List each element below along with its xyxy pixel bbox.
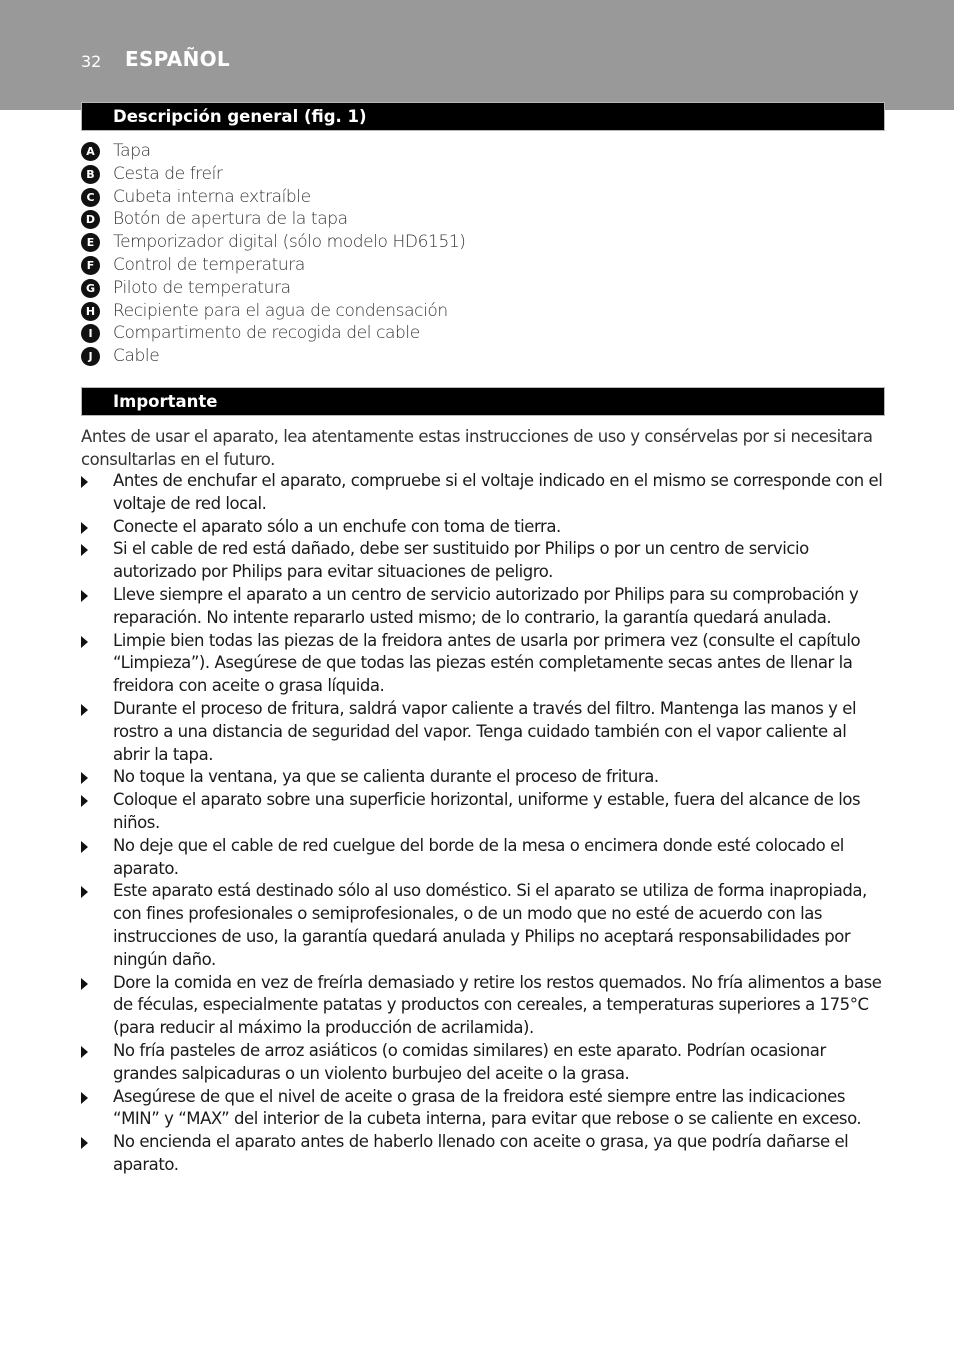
bullet-triangle-icon [81,704,88,716]
bullet-triangle-icon [81,590,88,602]
list-item-text: Antes de enchufar el aparato, compruebe si el voltaje indicado en el mismo se corresponde con el voltaje de red local. [113,471,883,513]
list-item [81,584,887,630]
part-label: Cable [113,346,160,367]
list-item [81,516,887,539]
list-item [81,538,887,584]
safety-instructions-list [81,470,887,1177]
part-letter-badge: G [81,279,100,298]
bullet-triangle-icon [81,841,88,853]
bullet-triangle-icon [81,522,88,534]
list-item [81,766,887,789]
list-item-text: Asegúrese de que el nivel de aceite o grasa de la freidora esté siempre entre las indicaciones “MIN” y “MAX” del interior de la cubeta interna, para evitar que rebose o se caliente en exceso. [113,1086,862,1129]
part-label: Control de temperatura [113,254,305,275]
part-label: Temporizador digital (sólo modelo HD6151) [113,232,466,253]
part-letter-badge: A [81,142,100,161]
bullet-triangle-icon [81,772,88,784]
list-item-text: Conecte el aparato sólo a un enchufe con toma de tierra. [113,516,561,536]
part-letter-badge: D [81,210,100,229]
part-letter-badge: I [81,324,100,343]
bullet-triangle-icon [81,1046,88,1058]
bullet-triangle-icon [81,1137,88,1149]
list-item-text: Si el cable de red está dañado, debe ser sustituido por Philips o por un centro de servicio autorizado por Philips para evitar situaciones de peligro. [113,539,809,582]
list-item [81,789,887,835]
list-item [81,835,887,881]
part-label: Tapa [113,141,151,161]
intro-paragraph: Antes de usar el aparato, lea atentamente estas instrucciones de uso y consérvelas por si necesitara consultarlas en el futuro. [81,427,873,469]
list-item [81,1040,887,1086]
list-item-text: No toque la ventana, ya que se calienta durante el proceso de fritura. [113,767,659,787]
list-item-text: Este aparato está destinado sólo al uso doméstico. Si el aparato se utiliza de forma inapropiada, con fines profesionales o semiprofesionales, o de un modo que no esté de acuerdo con las instrucciones de uso, la garantía quedará anulada y Philips no aceptará responsabilidades por ningún daño. [113,881,867,969]
part-letter-badge: C [81,188,100,207]
bullet-triangle-icon [81,978,88,990]
part-label: Botón de apertura de la tapa [113,209,348,230]
part-label: Cubeta interna extraíble [113,186,311,207]
page-header [0,0,954,110]
list-item-text: Lleve siempre el aparato a un centro de servicio autorizado por Philips para su comprobación y reparación. No intente repararlo usted mismo; de lo contrario, la garantía quedará anulada. [113,584,859,627]
list-item-text: Coloque el aparato sobre una superficie horizontal, uniforme y estable, fuera del alcance de los niños. [113,790,861,832]
list-item [81,972,887,1040]
bullet-triangle-icon [81,886,88,898]
list-item [81,880,887,971]
list-item [81,1086,887,1132]
section-heading-important [81,387,885,416]
part-letter-badge: F [81,256,100,275]
language-heading: ESPAÑOL [125,47,230,71]
part-label: Piloto de temperatura [113,277,291,298]
part-label: Recipiente para el agua de condensación [113,300,448,321]
section-title-overview: Descripción general (fig. 1) [113,107,367,126]
bullet-triangle-icon [81,476,88,488]
bullet-triangle-icon [81,795,88,807]
list-item [81,470,887,516]
part-label: Compartimento de recogida del cable [113,323,420,344]
list-item-text: No deje que el cable de red cuelgue del borde de la mesa o encimera donde esté colocado el aparato. [113,835,844,878]
page-number: 32 [81,52,102,71]
list-item-text: Durante el proceso de fritura, saldrá vapor caliente a través del filtro. Mantenga las manos y el rostro a una distancia de seguridad del vapor. Tenga cuidado también con el vapor caliente al abrir la tapa. [113,698,857,764]
part-letter-badge: E [81,233,100,252]
bullet-triangle-icon [81,636,88,648]
list-item-text: Dore la comida en vez de freírla demasiado y retire los restos quemados. No fría alimentos a base de féculas, especialmente patatas y productos con cereales, a temperaturas superiores a 175°C (para reducir al máximo la producción de acrilamida). [113,972,882,1038]
section-heading-overview [81,102,885,131]
list-item-text: Limpie bien todas las piezas de la freidora antes de usarla por primera vez (consulte el capítulo “Limpieza”). Asegúrese de que todas las piezas estén completamente secas antes de llenar la freidora con aceite o grasa líquida. [113,630,861,696]
part-label: Cesta de freír [113,163,223,184]
part-letter-badge: H [81,302,100,321]
bullet-triangle-icon [81,1092,88,1104]
part-letter-badge: J [81,347,100,366]
list-item [81,1131,887,1177]
section-title-important: Importante [113,392,218,411]
list-item [81,630,887,698]
list-item [81,698,887,766]
part-letter-badge: B [81,165,100,184]
list-item-text: No encienda el aparato antes de haberlo llenado con aceite o grasa, ya que podría dañarse el aparato. [113,1132,849,1174]
bullet-triangle-icon [81,544,88,556]
list-item-text: No fría pasteles de arroz asiáticos (o comidas similares) en este aparato. Podrían ocasionar grandes salpicaduras o un violento burbujeo del aceite o la grasa. [113,1040,826,1083]
